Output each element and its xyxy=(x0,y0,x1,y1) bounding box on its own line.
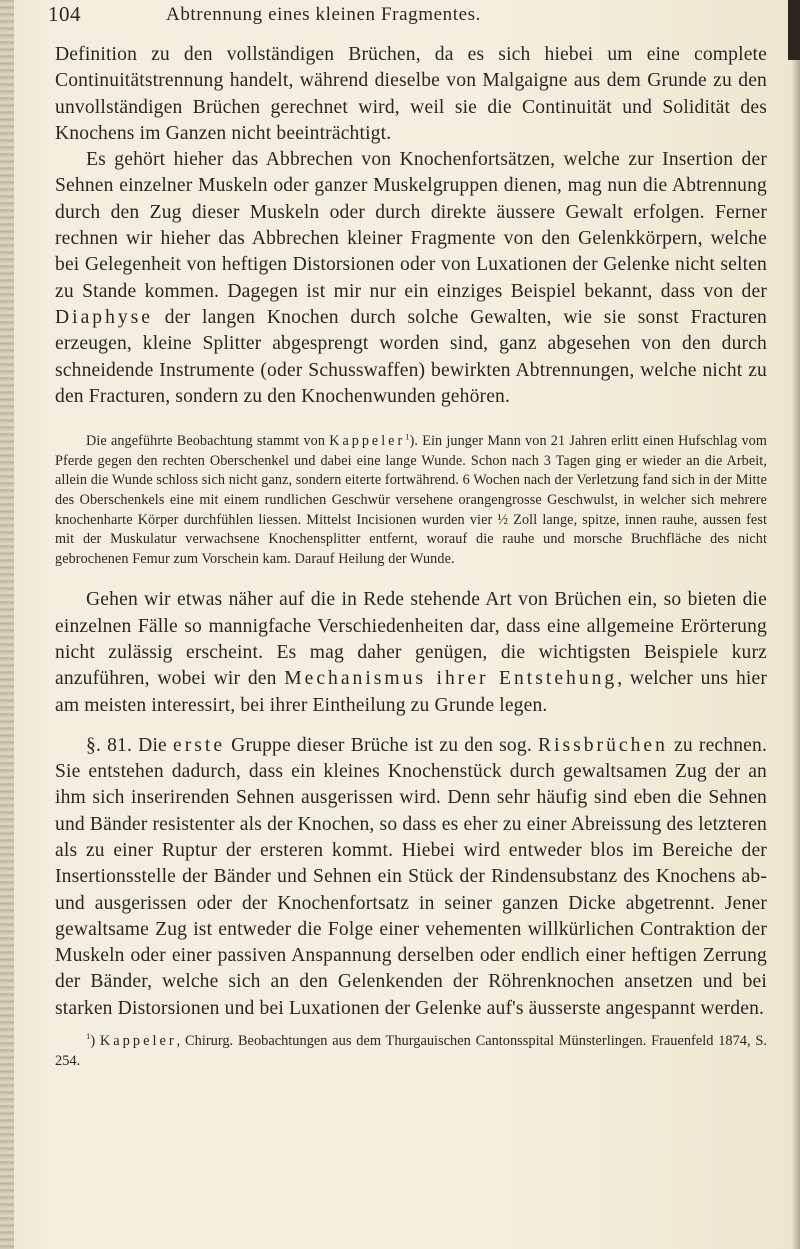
emphasis-erste: erste xyxy=(173,734,226,756)
footnote-author: Kappeler xyxy=(99,1033,177,1050)
section-heading-text: §. 81. Die xyxy=(86,734,174,756)
section-81 xyxy=(55,733,767,1022)
page-corner-marker xyxy=(788,0,800,60)
paragraph-text: Gehen wir etwas näher auf die in Rede stehende Art von Brüchen ein, so bieten die einzelnen Fälle so mannigfache Verschiedenheiten dar, dass eine allgemeine Erörterung nicht zulässig erscheint. Es mag daher genügen, die wichtigsten Beispiele kurz anzuführen, wobei wir den xyxy=(55,589,767,690)
paragraph-text: , welcher uns hier am meisten interessirt, bei ihrer Eintheilung zu Grunde legen. xyxy=(55,668,768,716)
body-text xyxy=(55,42,767,1071)
paragraph-text: der langen Knochen durch solche Gewalten, wie sie sonst Fracturen erzeugen, kleine Splitter abgesprengt worden sind, ganz abgesehen von den durch schneidende Instrumente (oder Schusswaffen) bewirkten Abtrennungen, welche nicht zu den Fracturen, sondern zu den Knochenwunden gehören. xyxy=(55,306,767,407)
footnote-marker: 1 xyxy=(86,1031,91,1042)
paragraph-fragments xyxy=(55,147,767,410)
case-text: Die angeführte Beobachtung stammt von xyxy=(86,433,330,450)
binding-edge xyxy=(0,0,14,1249)
footnote-ref: 1 xyxy=(405,431,410,442)
paragraph-text: Gruppe dieser Brüche ist zu den sog. xyxy=(225,734,538,756)
page-header xyxy=(48,2,768,32)
paragraph-mechanism xyxy=(55,587,767,718)
paragraph-text: Es gehört hieher das Abbrechen von Knochenfortsätzen, welche zur Insertion der Sehnen einzelner Muskeln oder ganzer Muskelgruppen dienen, mag nun die Abtrennung durch den Zug dieser Muskeln oder durch direkte äussere Gewalt erfolgen. Ferner rechnen wir hieher das Abbrechen kleiner Fragmente von den Gelenkkörpern, welche bei Gelegenheit von heftigen Distorsionen oder von Luxationen der Gelenke nicht selten zu Stande kommen. Dagegen ist mir nur ein einziges Beispiel bekannt, dass von der xyxy=(55,149,767,302)
case-text: ). Ein junger Mann von 21 Jahren erlitt einen Hufschlag vom Pferde gegen den rechten Oberschenkel und dabei eine lange Wunde. Schon nach 3 Tagen ging er wieder an die Arbeit, allein die Wunde schloss sich nicht ganz, sondern eiterte fortwährend. 6 Wochen nach der Verletzung fand sich in der Mitte des Oberschenkels eine mit einem rundlichen Geschwür versehene orangengrosse Geschwulst, in welcher sich mehrere knochenharte Körper durchfühlen liessen. Mittelst Incisionen wurden vier ½ Zoll lange, spitze, innen rauhe, aussen fest mit der Muskulatur verwachsene Knochensplitter entfernt, worauf die rauhe und morsche Bruchfläche des nicht gebrochenen Femur zum Vorschein kam. Darauf Heilung der Wunde. xyxy=(55,433,767,567)
footnote-text: , Chirurg. Beobachtungen aus dem Thurgauischen Cantonsspital Münsterlingen. Frauenfeld 1874, S. 254. xyxy=(55,1033,767,1069)
emphasis-rissbruechen: Rissbrüchen xyxy=(538,734,668,756)
paragraph-definition: Definition zu den vollständigen Brüchen, da es sich hiebei um eine complete Continuitätstrennung handelt, während dieselbe von Malgaigne aus dem Grunde zu den unvollständigen Brüchen gerechnet wird, weil sie die Continuität und Solidität des Knochens im Ganzen nicht beeinträchtigt. xyxy=(55,44,767,144)
emphasis-mechanismus: Mechanismus ihrer Entstehung xyxy=(284,668,618,690)
footnote: $^1$) Kappeler, Chirurg. Beobachtungen aus dem Thurgauischen Cantonsspital Münsterlingen. Frauenfeld 1874, S. 254. xyxy=(55,1031,767,1069)
running-head: Abtrennung eines kleinen Fragmentes. xyxy=(166,4,481,25)
case-report xyxy=(55,432,767,569)
paragraph-text: zu rechnen. Sie entstehen dadurch, dass ein kleines Knochenstück durch gewaltsamen Zug der an ihm sich inserirenden Sehnen ausgerissen wird. Denn sehr häufig sind eben die Sehnen und Bänder resistenter als der Knochen, so dass es eher zu einer Abreissung des letzteren als zu einer Ruptur der ersteren kommt. Hiebei wird entweder blos im Bereiche der Insertionsstelle der Bänder und Sehnen ein Stück der Rindensubstanz des Knochens ab- und ausgerissen oder der Knochenfortsatz in seiner ganzen Dicke abgetrennt. Jener gewaltsame Zug ist entweder die Folge einer vehementen willkürlichen Contraktion der Muskeln oder einer passiven Anspannung derselben oder endlich einer heftigen Zerrung der Bänder, welche sich an den Gelenkenden der Röhrenknochen ansetzen und bei starken Distorsionen und bei Luxationen der Gelenke auf's äusserste angespannt werden. xyxy=(55,734,768,1019)
page-edge-shadow xyxy=(791,0,800,1249)
case-author: Kappeler xyxy=(329,433,406,450)
emphasis-diaphyse: Diaphyse xyxy=(55,306,154,328)
page-number: 104 xyxy=(48,2,81,26)
